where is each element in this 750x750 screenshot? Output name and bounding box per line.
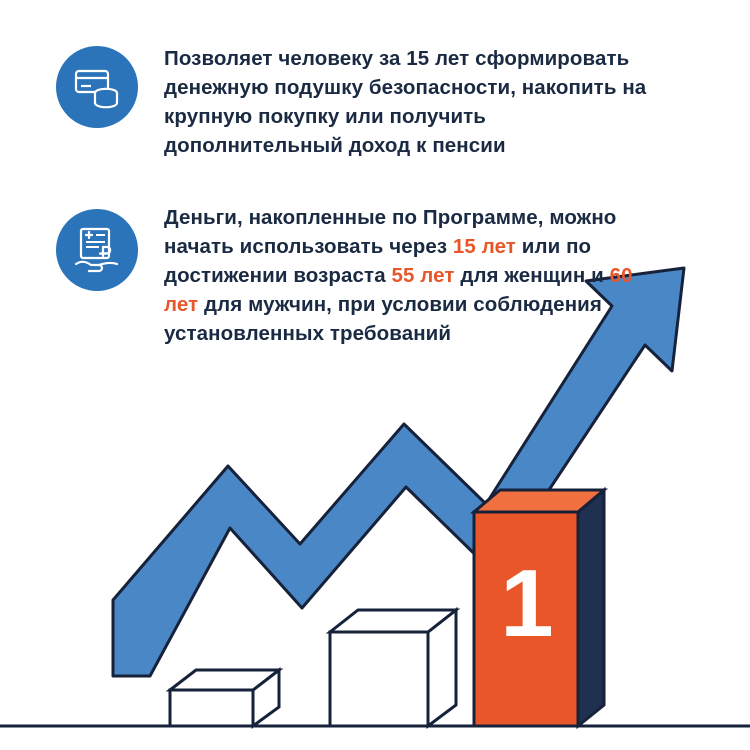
bullet-2-text-part-4: для мужчин, при условии соблюдения установленных требований: [164, 293, 602, 345]
bar-medium: [330, 610, 456, 726]
bar-small: [170, 670, 279, 726]
bullet-item-2: [56, 203, 664, 348]
bullet-2-text-part-3: для женщин и: [454, 264, 610, 287]
bullet-2-highlight-15-years: 15 лет: [452, 235, 516, 258]
bullet-1-text: [164, 44, 664, 160]
bar-value-label: 1: [500, 550, 554, 657]
bullet-2-highlight-60-years: 60 лет: [164, 264, 633, 316]
bullet-item-1: [56, 44, 664, 160]
bullet-2-text: [164, 203, 664, 348]
hand-holding-document-ruble-icon: [56, 209, 138, 291]
cards-and-coins-icon: [56, 46, 138, 128]
bullet-2-highlight-55-years: 55 лет: [391, 264, 455, 287]
bullet-2-text-part-1: Деньги, накопленные по Программе, можно начать использовать через: [164, 206, 617, 258]
bullet-2-text-part-2: или по достижении возраста: [164, 235, 592, 287]
bullet-1-text-part: Позволяет человеку за 15 лет сформировать денежную подушку безопасности, накопить на крупную покупку или получить дополнительный доход к пенсии: [164, 47, 647, 157]
